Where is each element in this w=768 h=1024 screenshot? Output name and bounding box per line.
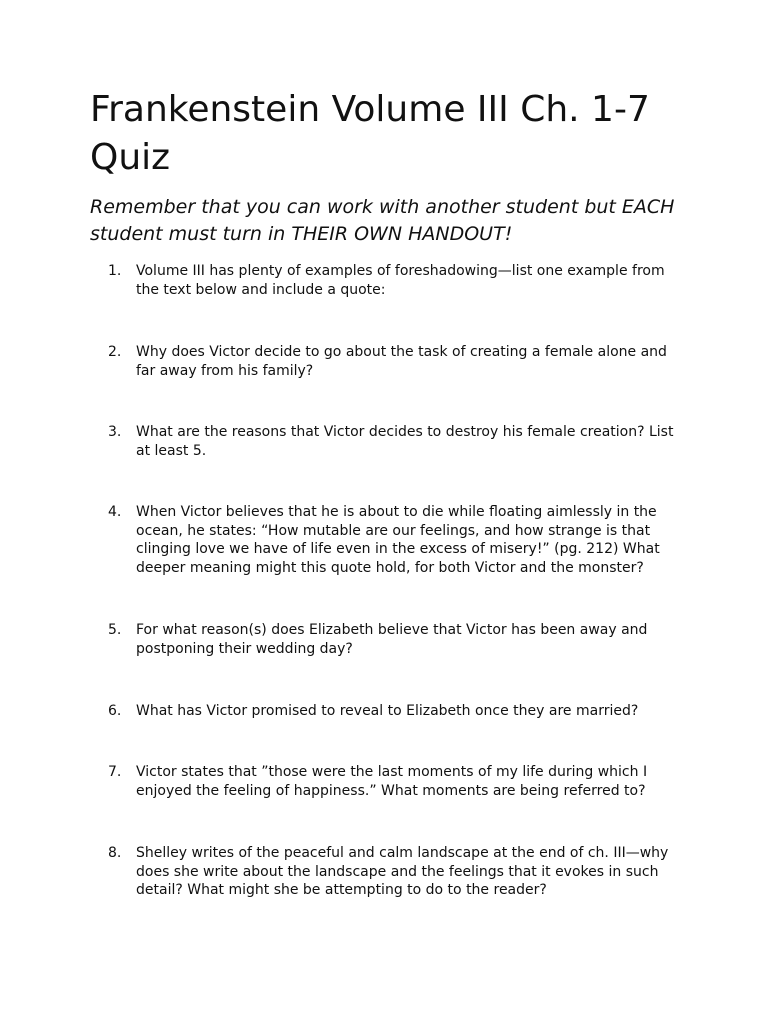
instructions-text: Remember that you can work with another student but EACH student must turn in THEIR OWN HANDOUT! bbox=[90, 196, 675, 245]
question-text: When Victor believes that he is about to die while floating aimlessly in the ocean, he states: “How mutable are our feelings, and how strange is that clinging love we have of life even in the excess of misery!” (pg. 212) What deeper meaning might this quote hold, for both Victor and the monster? bbox=[136, 504, 660, 576]
question-item-2 bbox=[96, 343, 676, 380]
question-number: 1. bbox=[108, 263, 122, 279]
question-text: Shelley writes of the peaceful and calm landscape at the end of ch. III—why does she write about the landscape and the feelings that it evokes in such detail? What might she be attempting to do to the reader? bbox=[136, 845, 669, 898]
question-item-6 bbox=[96, 702, 676, 721]
question-item-5 bbox=[96, 621, 676, 658]
question-text: What has Victor promised to reveal to Elizabeth once they are married? bbox=[136, 703, 639, 719]
question-number: 3. bbox=[108, 424, 122, 440]
question-text: What are the reasons that Victor decides to destroy his female creation? List at least 5. bbox=[136, 424, 674, 459]
question-number: 5. bbox=[108, 622, 122, 638]
page-title: Frankenstein Volume III Ch. 1-7 Quiz bbox=[90, 89, 650, 178]
question-item-4 bbox=[96, 503, 676, 577]
question-item-1 bbox=[96, 262, 676, 299]
question-item-3 bbox=[96, 423, 676, 460]
question-number: 4. bbox=[108, 504, 122, 520]
question-item-8 bbox=[96, 844, 676, 900]
question-number: 6. bbox=[108, 703, 122, 719]
question-item-7 bbox=[96, 763, 676, 800]
question-number: 8. bbox=[108, 845, 122, 861]
question-number: 2. bbox=[108, 344, 122, 360]
question-number: 7. bbox=[108, 764, 122, 780]
question-text: Why does Victor decide to go about the task of creating a female alone and far away from his family? bbox=[136, 344, 667, 379]
question-text: Victor states that ”those were the last moments of my life during which I enjoyed the feeling of happiness.” What moments are being referred to? bbox=[136, 764, 648, 799]
question-text: Volume III has plenty of examples of foreshadowing—list one example from the text below and include a quote: bbox=[136, 263, 665, 298]
question-text: For what reason(s) does Elizabeth believe that Victor has been away and postponing their wedding day? bbox=[136, 622, 648, 657]
